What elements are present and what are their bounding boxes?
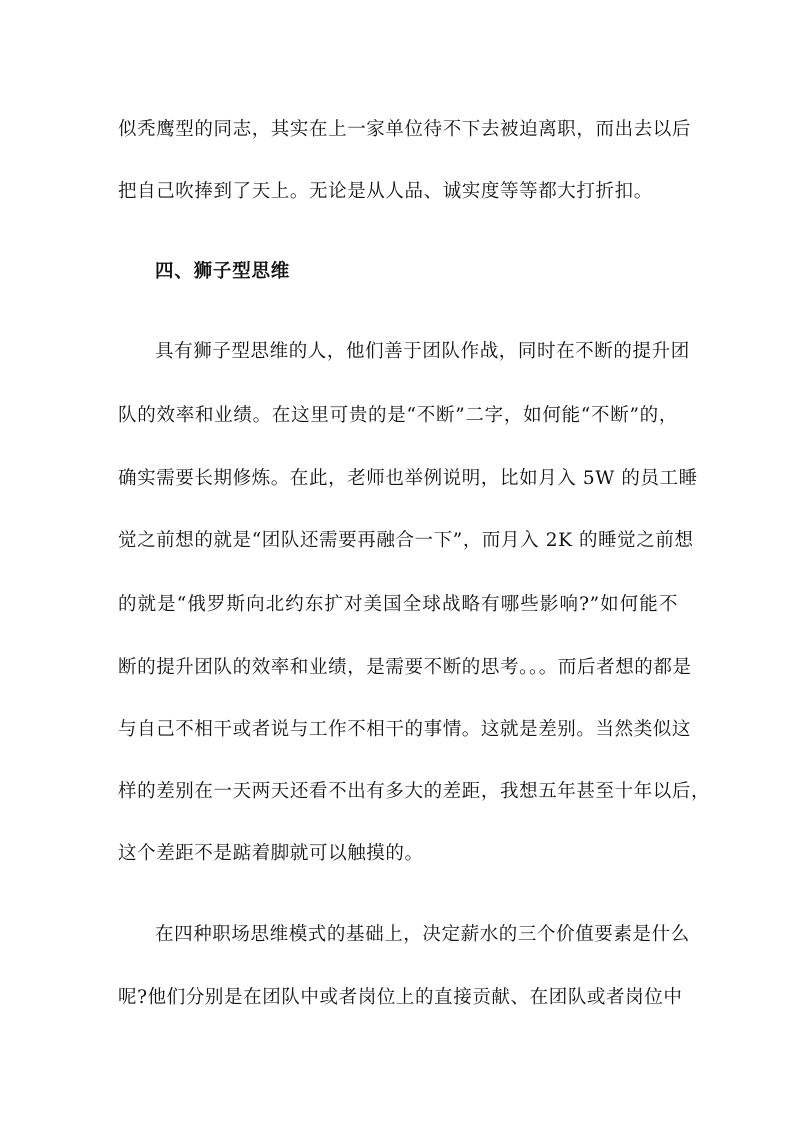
text-line: 确实需要长期修炼。在此，老师也举例说明，比如月入 5W 的员工睡 [118,468,698,489]
text-line: 这个差距不是踮着脚就可以触摸的。 [118,843,424,864]
text-line: 在四种职场思维模式的基础上，决定薪水的三个价值要素是什么 [155,924,690,945]
text-line: 与自己不相干或者说与工作不相干的事情。这就是差别。当然类似这 [118,719,692,740]
text-line: 把自己吹捧到了天上。无论是从人品、诚实度等等都大打折扣。 [118,181,653,202]
text-line: 断的提升团队的效率和业绩，是需要不断的思考。。。而后者想的都是 [118,657,692,678]
text-line: 具有狮子型思维的人，他们善于团队作战，同时在不断的提升团 [155,341,690,362]
text-line: 样的差别在一天两天还看不出有多大的差距，我想五年甚至十年以后， [118,781,711,802]
text-line: 似秃鹰型的同志，其实在上一家单位待不下去被迫离职，而出去以后 [118,119,692,140]
text-line: 觉之前想的就是“团队还需要再融合一下”，而月入 2K 的睡觉之前想 [118,530,694,551]
text-line: 的就是“俄罗斯向北约东扩对美国全球战略有哪些影响?”如何能不 [118,594,678,615]
text-line: 呢?他们分别是在团队中或者岗位上的直接贡献、在团队或者岗位中 [118,987,683,1008]
text-line: 队的效率和业绩。在这里可贵的是“不断”二字，如何能“不断”的， [118,405,678,426]
section-heading: 四、狮子型思维 [155,261,291,282]
